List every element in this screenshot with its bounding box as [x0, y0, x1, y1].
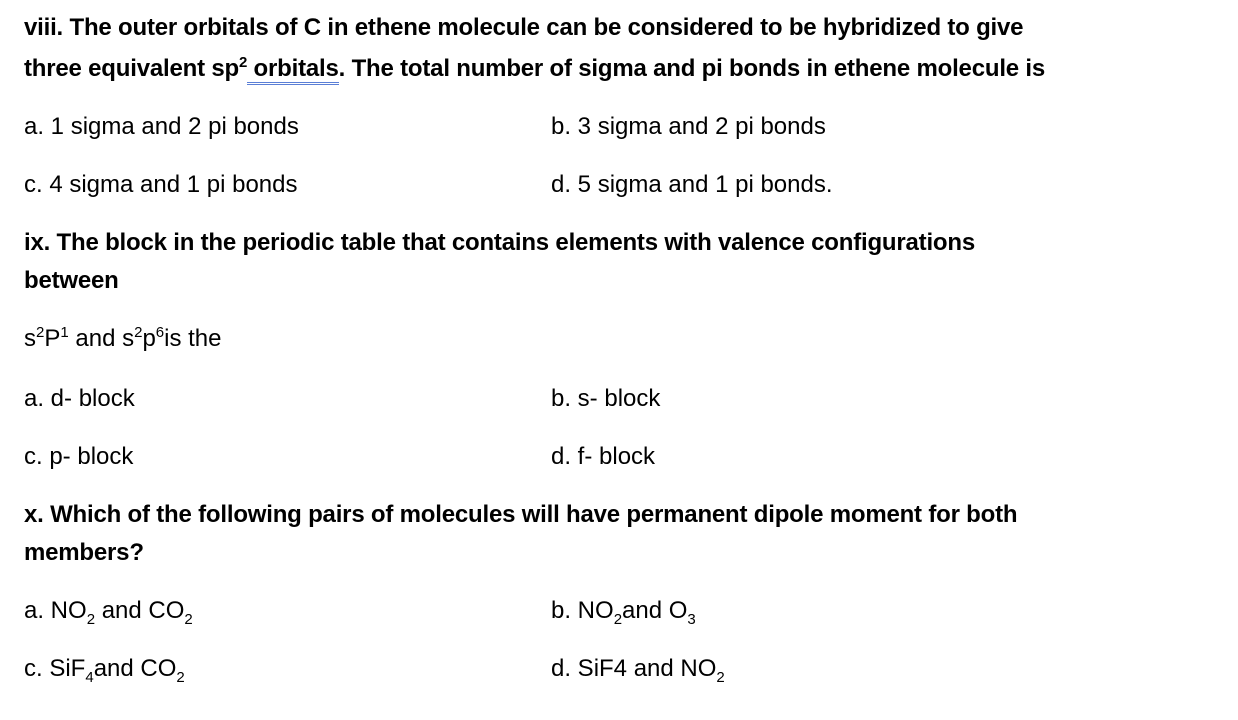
q8-stem-line1: viii. The outer orbitals of C in ethene molecule can be considered to be hybridized to give [24, 14, 1024, 41]
q9-configuration: $s^2P^1$ and $s^2p^6is$ the [24, 324, 222, 352]
q9-option-a: a. d- block [24, 385, 135, 412]
q9-stem-line1: ix. The block in the periodic table that contains elements with valence configurations [24, 229, 975, 256]
q8-option-a: a. 1 sigma and 2 pi bonds [24, 113, 299, 140]
q8-option-c: c. 4 sigma and 1 pi bonds [24, 171, 298, 198]
q9-option-d: d. f- block [551, 443, 656, 470]
q10-option-b: b. $NO_2and$ $O_3$ [551, 597, 696, 628]
q9-option-c: c. p- block [24, 443, 134, 470]
q9-option-b: b. s- block [551, 385, 661, 412]
q8-stem-text-end: . The total number of sigma and pi bonds in ethene molecule is [338, 55, 1046, 82]
q10-option-d: d. SiF4 and $NO_2$ [551, 655, 725, 686]
q9-stem-line2: between [24, 267, 119, 294]
q10-stem-line1: x. Which of the following pairs of molecules will have permanent dipole moment for both [24, 501, 1018, 528]
q8-superscript: 2 [238, 54, 248, 71]
q8-stem-line2 [24, 54, 1046, 82]
q8-option-d: d. 5 sigma and 1 pi bonds. [551, 171, 833, 198]
q10-option-c: c. SiF$_4$and $CO_2$ [24, 655, 185, 686]
q10-option-a: a. $NO_2$ and $CO_2$ [24, 597, 193, 628]
q10-stem-line2: members? [24, 539, 144, 566]
q8-option-b: b. 3 sigma and 2 pi bonds [551, 113, 826, 140]
q8-underlined-word: orbitals [247, 55, 339, 85]
q8-stem-text: three equivalent sp [24, 55, 239, 82]
